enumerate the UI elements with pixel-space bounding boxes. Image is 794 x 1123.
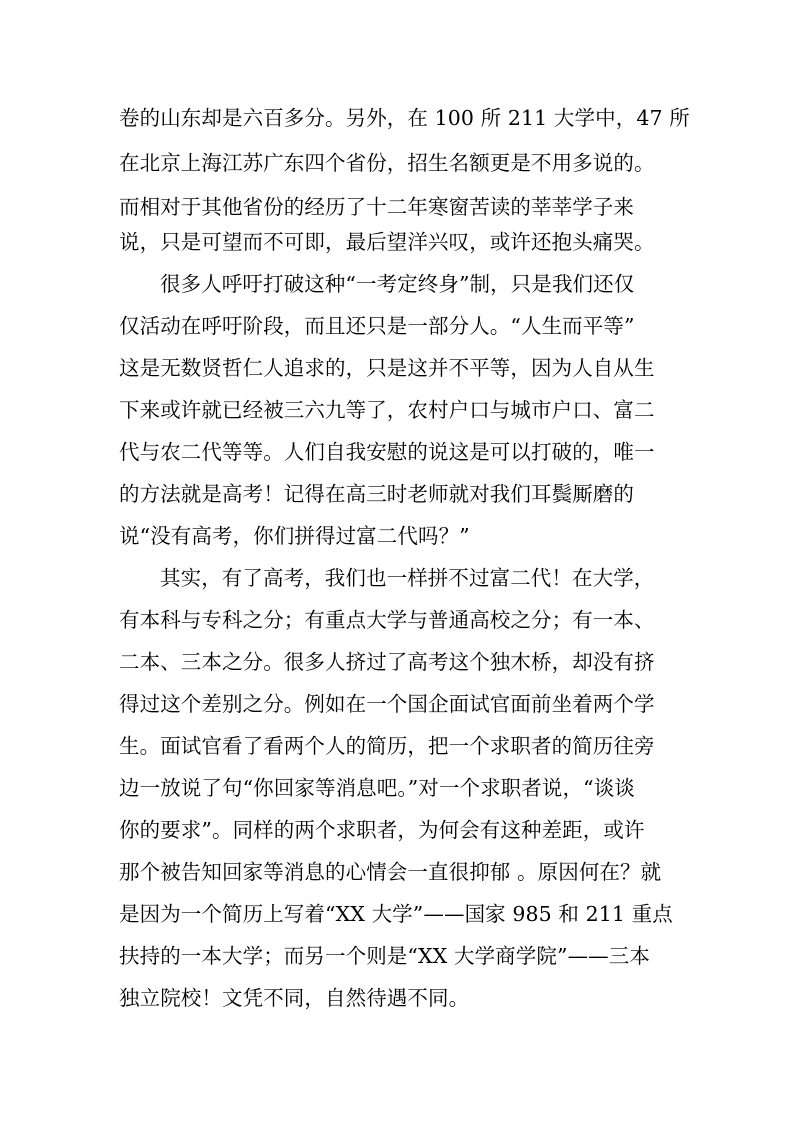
paragraph-3-line-3: 二本、三本之分。很多人挤过了高考这个独木桥，却没有挤 <box>119 650 655 674</box>
paragraph-3-line-2: 有本科与专科之分；有重点大学与普通高校之分；有一本、 <box>119 608 655 632</box>
paragraph-2-line-7: 说“没有高考，你们拼得过富二代吗？” <box>119 524 470 548</box>
paragraph-3-line-11: 独立院校！文凭不同，自然待遇不同。 <box>119 986 470 1010</box>
paragraph-3-line-10: 扶持的一本大学；而另一个则是“XX 大学商学院”——三本 <box>119 944 650 968</box>
paragraph-1-line-4: 说，只是可望而不可即，最后望洋兴叹，或许还抱头痛哭。 <box>119 230 655 254</box>
paragraph-2-line-3: 这是无数贤哲仁人追求的，只是这并不平等，因为人自从生 <box>119 356 655 380</box>
paragraph-3-line-9: 是因为一个简历上写着“XX 大学”——国家 985 和 211 重点 <box>119 902 673 926</box>
paragraph-3-line-7: 你的要求”。同样的两个求职者，为何会有这种差距，或许 <box>119 818 645 842</box>
paragraph-1-line-1: 卷的山东却是六百多分。另外，在 100 所 211 大学中，47 所 <box>119 106 690 130</box>
paragraph-3-line-8: 那个被告知回家等消息的心情会一直很抑郁 。原因何在？就 <box>119 860 662 884</box>
paragraph-3-line-1: 其实，有了高考，我们也一样拼不过富二代！在大学， <box>160 566 655 590</box>
paragraph-1-line-2: 在北京上海江苏广东四个省份，招生名额更是不用多说的。 <box>119 151 655 175</box>
paragraph-2-line-2: 仅活动在呼吁阶段，而且还只是一部分人。“人生而平等” <box>119 314 635 338</box>
paragraph-1-line-3: 而相对于其他省份的经历了十二年寒窗苦读的莘莘学子来 <box>119 195 634 219</box>
paragraph-3-line-6: 边一放说了句“你回家等消息吧。”对一个求职者说，“谈谈 <box>119 776 635 800</box>
paragraph-2-line-4: 下来或许就已经被三六九等了，农村户口与城市户口、富二 <box>119 398 655 422</box>
paragraph-2-line-6: 的方法就是高考！记得在高三时老师就对我们耳鬓厮磨的 <box>119 482 634 506</box>
paragraph-3-line-5: 生。面试官看了看两个人的简历，把一个求职者的简历往旁 <box>119 734 655 758</box>
paragraph-2-line-1: 很多人呼吁打破这种“一考定终身”制，只是我们还仅 <box>160 272 635 296</box>
paragraph-2-line-5: 代与农二代等等。人们自我安慰的说这是可以打破的，唯一 <box>119 440 655 464</box>
paragraph-3-line-4: 得过这个差别之分。例如在一个国企面试官面前坐着两个学 <box>119 692 655 716</box>
